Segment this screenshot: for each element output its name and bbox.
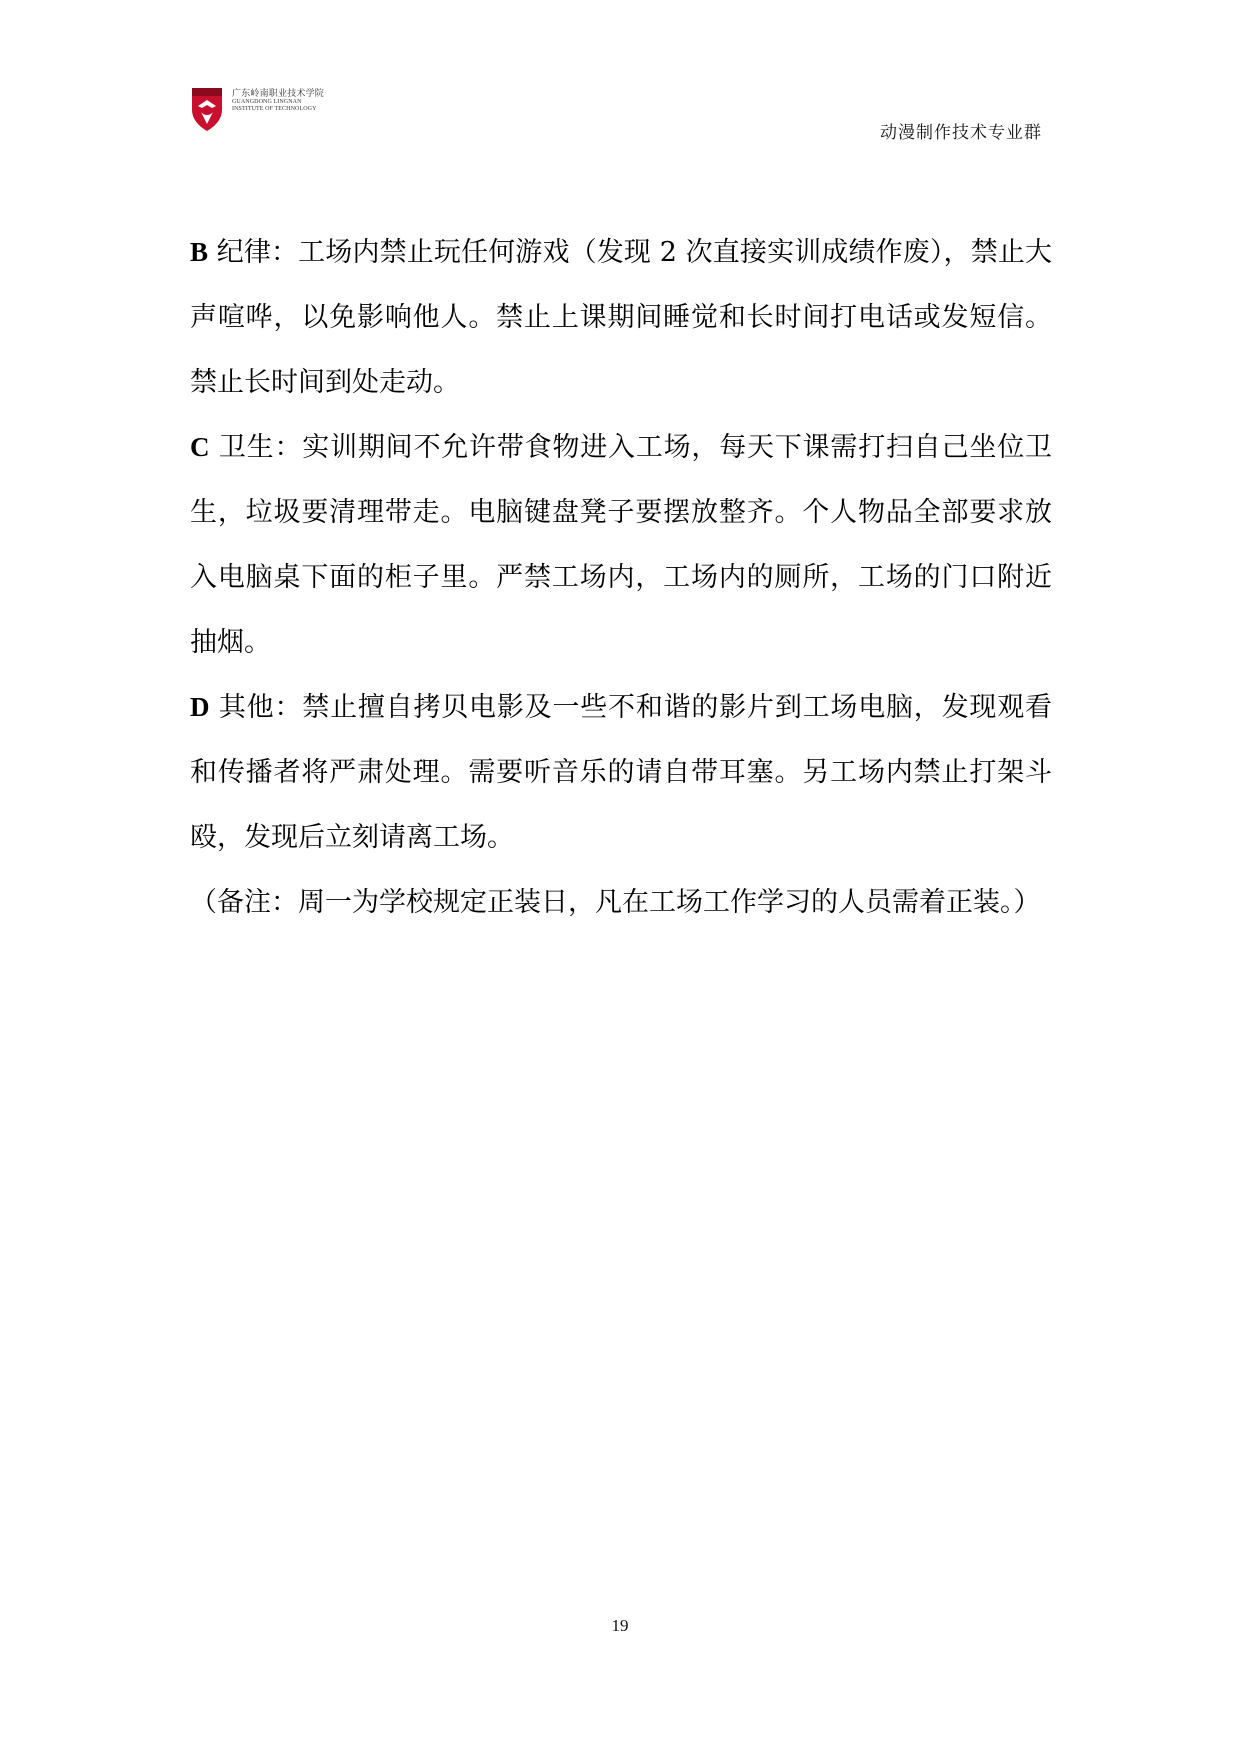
institution-logo xyxy=(190,86,340,138)
paragraph-lead-letter: B xyxy=(190,237,209,267)
logo-text xyxy=(232,90,352,112)
paragraph-hygiene xyxy=(190,415,1052,675)
paragraph-note xyxy=(190,870,1052,935)
paragraph-other xyxy=(190,675,1052,870)
header-title: 动漫制作技术专业群 xyxy=(880,123,1042,143)
paragraph-lead-letter: C xyxy=(190,432,210,462)
paragraph-lead-letter: D xyxy=(190,692,210,722)
logo-chinese-name: 广东岭南职业技术学院 xyxy=(232,89,325,99)
document-body xyxy=(190,220,1052,935)
paragraph-text: （备注：周一为学校规定正装日，凡在工场工作学习的人员需着正装。） xyxy=(190,887,1041,918)
paragraph-text: 纪律：工场内禁止玩任何游戏（发现 2 次直接实训成绩作废），禁止大声喧哗，以免影响他人。禁止上课期间睡觉和长时间打电话或发短信。禁止长时间到处走动。 xyxy=(190,237,1052,398)
paragraph-text: 卫生：实训期间不允许带食物进入工场，每天下课需打扫自己坐位卫生，垃圾要清理带走。电脑键盘凳子要摆放整齐。个人物品全部要求放入电脑桌下面的柜子里。严禁工场内，工场内的厕所，工场的门口附近抽烟。 xyxy=(190,432,1052,658)
shield-logo-icon xyxy=(190,86,224,132)
logo-english-line-1: GUANGDONG LINGNAN xyxy=(232,99,302,106)
paragraph-discipline xyxy=(190,220,1052,415)
page-number: 19 xyxy=(611,1616,629,1635)
logo-english-line-2: INSTITUTE OF TECHNOLOGY xyxy=(232,105,317,112)
paragraph-text: 其他：禁止擅自拷贝电影及一些不和谐的影片到工场电脑，发现观看和传播者将严肃处理。需要听音乐的请自带耳塞。另工场内禁止打架斗殴，发现后立刻请离工场。 xyxy=(190,692,1052,853)
